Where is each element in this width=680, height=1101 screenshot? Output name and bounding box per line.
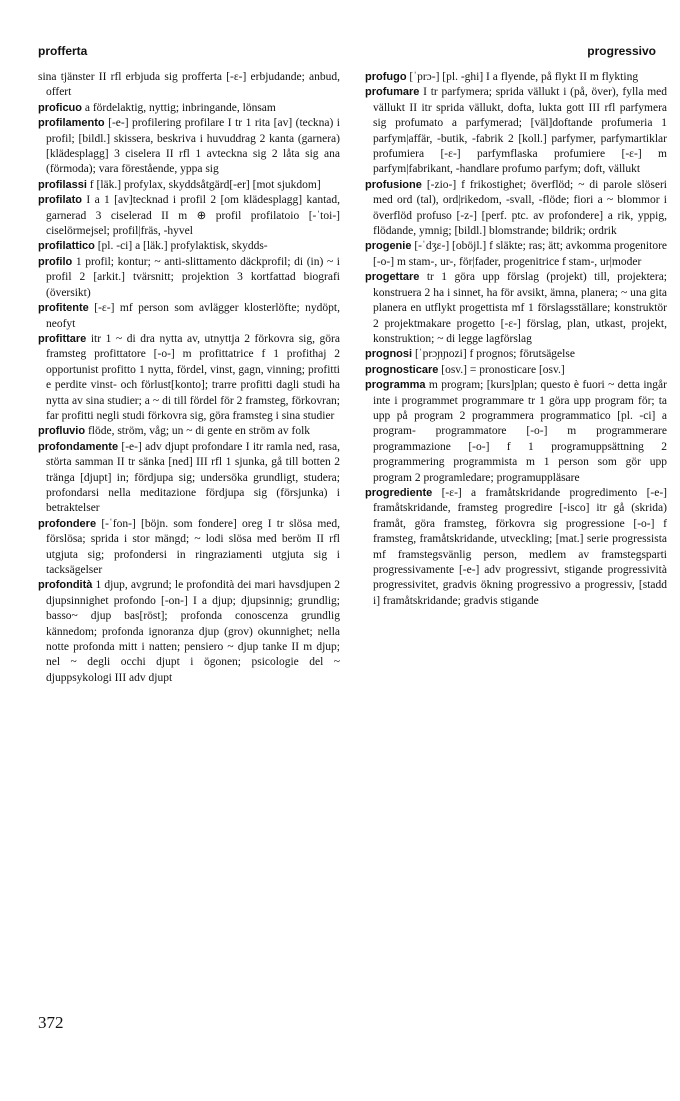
entry-definition: f [läk.] profylax, skyddsåtgärd[-er] [mot sjukdom] xyxy=(89,178,321,191)
dictionary-entry xyxy=(365,178,667,240)
entry-definition: [-e-] adv djupt profondare I itr ramla ned, rasa, störta samman II tr sänka [ned] III rfl 1 sjunka, gå till botten 2 tränga [djupt] in; fördjupa sig; undersöka grundligt, studera; profondarsi nella meditazione fördjupa sig (försjunka) i betraktelser xyxy=(46,440,341,515)
headword: prognosi xyxy=(365,348,413,361)
dictionary-entry xyxy=(365,239,667,270)
headword: profittare xyxy=(38,332,87,345)
headword: profugo xyxy=(365,71,407,83)
headword: progrediente xyxy=(365,486,433,499)
dictionary-entry xyxy=(38,440,340,517)
page-number: 372 xyxy=(38,1013,64,1032)
entry-definition: [-e-] profilering profilare I tr 1 rita [av] (teckna) i profil; [bildl.] skissera, beskriva i huvuddrag 2 kanta (garnera) [klädesplagg] 3 ciselera II rfl 1 avteckna sig 2 låta sig ana (förmoda); vara förestående, yppa sig xyxy=(46,117,341,176)
entry-definition: [ˈprɔɲɲozi] f prognos; förutsägelse xyxy=(414,348,575,361)
headword: profondità xyxy=(38,579,93,592)
right-column xyxy=(365,70,667,609)
entry-definition: flöde, ström, våg; un ~ di gente en ström av folk xyxy=(87,425,311,438)
entry-definition: [-ɛ-] a framåtskridande progredimento [-e-] framåtskridande, framsteg progredire [-isco] itr gå (skrida) framåt, göra framsteg, förkovra sig progressione [-o-] f framsteg, framåtskridande, utveckling; [mat.] serie progressista mf framstegsvänlig person, medlem av framstegsparti progressivamente [-e-] adv progressivt, stigande progressività progressivitet, gradvis ökning progressivo a progressiv, [stadd i] framåtskridande; gradvis stigande xyxy=(373,486,668,607)
entry-definition: [pl. -ci] a [läk.] profylaktisk, skydds- xyxy=(97,240,268,253)
entry-definition: 1 djup, avgrund; le profondità dei mari havsdjupen 2 djupsinnighet profondo [-on-] I a djup; djupsinnig; grundlig; basso~ djup bas[röst]; profonda conoscenza grundlig kännedom; profonda ignoranza djup (grov) okunnighet; nella notte profonda mitt i natten; pensiero ~ djup tanke II m djup; nel ~ degli occhi djupt i ögonen; psicologie del ~ djuppsykologi III adv djupt xyxy=(46,579,341,684)
entry-definition: [-zio-] f frikostighet; överflöd; ~ di parole slöseri med ord (tal), ord|rikedom, -svall, -flöde; fiori a ~ blommor i överflöd profuso [-z-] [perf. ptc. av profondere] a rik, yppig, flödande, ymnig; [bildl.] blomstrande; bildrik; ordrik xyxy=(373,178,668,238)
entry-definition: sina tjänster II rfl erbjuda sig profferta [-ɛ-] erbjudande; anbud, offert xyxy=(38,71,340,99)
headword: profilamento xyxy=(38,117,105,130)
entry-definition: a fördelaktig, nyttig; inbringande, lönsam xyxy=(84,101,276,114)
dictionary-entry xyxy=(38,116,340,178)
headword: profumare xyxy=(365,86,420,99)
dictionary-entry xyxy=(365,347,667,362)
dictionary-entry xyxy=(38,193,340,239)
entry-definition: [ˈprɔ-] [pl. -ghi] I a flyende, på flykt II m flykting xyxy=(409,71,639,83)
entry-definition: [-ˈdʒɛ-] [oböjl.] f släkte; ras; ätt; avkomma progenitore [-o-] m stam-, ur-, för|fader, progenitrice f stam-, ur|moder xyxy=(373,240,668,268)
headword: profilattico xyxy=(38,240,95,253)
dictionary-entry xyxy=(38,255,340,301)
dictionary-entry xyxy=(38,517,340,579)
entry-definition: itr 1 ~ di dra nytta av, utnyttja 2 förkovra sig, göra framsteg profittatore [-o-] m profittatrice f 1 profithaj 2 opportunist profitto 1 nytta, fördel, vinst, gagn, vinning; profitti e perdite vinst- och förlust[konto]; trarre profitti dagli studi ha nytta av sina studier; a ~ di till fördel för 2 framsteg, förkovran; far profitti negli studi förkovra sig, göra framsteg i sina studier xyxy=(46,332,340,422)
dictionary-entry xyxy=(38,424,340,439)
dictionary-entry xyxy=(365,85,667,177)
dictionary-entry xyxy=(365,270,667,347)
headword: proficuo xyxy=(38,101,82,114)
dictionary-entry xyxy=(38,178,340,193)
headword: profilato xyxy=(38,194,82,207)
dictionary-entry xyxy=(38,101,340,116)
headword: prognosticare xyxy=(365,363,439,376)
entry-definition: tr 1 göra upp förslag (projekt) till, projektera; konstruera 2 ha i sinnet, ha för avsikt, ämna, planera; ~ una gita planera en utflykt progettista mf 1 förslagsställare; konstruktör 2 projektmakare progetto [-ɛ-] förslag, plan, utkast, projekt, konstruktion; ~ di legge lagförslag xyxy=(373,271,667,345)
dictionary-entry xyxy=(38,70,340,101)
headword: progettare xyxy=(365,271,420,284)
entry-definition: [-ɛ-] mf person som avlägger klosterlöfte; nydöpt, neofyt xyxy=(46,302,341,330)
headword: profluvio xyxy=(38,425,86,438)
entry-definition: I tr parfymera; sprida vällukt i (på, över), fylla med vällukt II itr sprida vällukt, dofta, lukta gott III rfl parfymera sig profumato a parfymerad; [väl]doftande profumeria 1 parfym|affär, -butik, -fabrik 2 [koll.] parfymer, parfymartiklar profumiera [-ɛ-] parfymflaska profumiere [-ɛ-] m parfym|fabrikant, -handlare profumo parfym; doft, vällukt xyxy=(373,86,667,176)
entry-definition: [osv.] = pronosticare [osv.] xyxy=(441,363,565,376)
entry-definition: [-ˈfon-] [böjn. som fondere] oreg I tr slösa med, förslösa; sprida i stor mängd; ~ lodi slösa med beröm II rfl utgjuta sig; profondersi in ringraziamenti utgjuta sig i tacksägelser xyxy=(46,517,340,576)
headword: profusione xyxy=(365,178,422,191)
entry-definition: I a 1 [av]tecknad i profil 2 [om klädesplagg] kantad, garnerad 3 ciselerad II m ⊕ profil profilatoio [-ˈtoi-] ciselörmejsel; profil|fräs, -hyvel xyxy=(46,194,340,238)
dictionary-entry xyxy=(365,363,667,378)
left-column xyxy=(38,70,340,686)
dictionary-entry xyxy=(365,70,667,85)
headword: profondere xyxy=(38,517,97,530)
headword: profilassi xyxy=(38,178,87,191)
headword: profilo xyxy=(38,255,73,268)
headword: programma xyxy=(365,379,426,392)
right-guide-word: progressivo xyxy=(587,44,656,58)
entry-definition: 1 profil; kontur; ~ anti-slittamento däckprofil; di (in) ~ i profil 2 [arkit.] tvärsnitt; projektion 3 kortfattad biografi (översikt) xyxy=(46,255,340,299)
headword: profitente xyxy=(38,302,89,315)
dictionary-entry xyxy=(38,578,340,686)
headword: profondamente xyxy=(38,440,119,453)
dictionary-entry xyxy=(38,239,340,254)
entry-definition: m program; [kurs]plan; questo è fuori ~ detta ingår inte i programmet programmare tr 1 göra upp program för; ta upp på program 2 programmera programmatico [pl. -ci] a program- programmatore [-o-] m programmerare programmazione [-o-] f 1 programuppsättning 2 programmering programmista m 1 person som gör upp program 2 programledare; programuppläsare xyxy=(373,379,667,484)
dictionary-entry xyxy=(38,301,340,332)
left-guide-word: profferta xyxy=(38,44,88,58)
dictionary-entry xyxy=(365,378,667,486)
headword: progenie xyxy=(365,240,412,253)
dictionary-entry xyxy=(365,486,667,609)
dictionary-entry xyxy=(38,332,340,424)
